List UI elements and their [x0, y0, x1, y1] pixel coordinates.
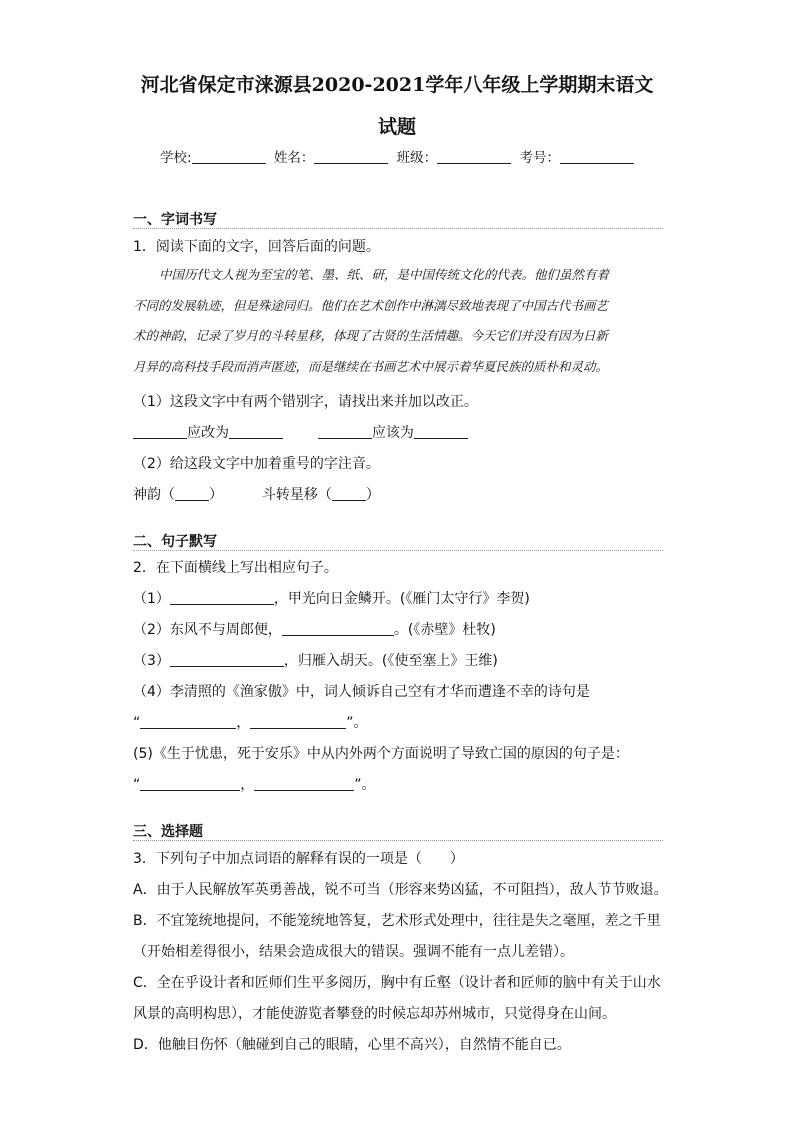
- pinyin-blank[interactable]: [175, 486, 209, 501]
- option-b-cont: （开始相差得很小，结果会造成很大的错误。强调不能有一点儿差错）。: [133, 944, 574, 960]
- pinyin-row: [133, 484, 380, 504]
- quote-mark: “: [133, 777, 141, 793]
- paren-close: ）: [365, 487, 380, 503]
- paren-close: ）: [209, 487, 223, 503]
- answer-blank[interactable]: [140, 776, 240, 791]
- exam-no-label: 考号：: [519, 150, 560, 166]
- school-label: 学校:: [160, 150, 192, 166]
- name-label: 姓名：: [273, 150, 315, 166]
- comma: ，: [236, 715, 251, 731]
- section-divider: [133, 550, 663, 551]
- option-a: A．由于人民解放军英勇善战，锐不可当（形容来势凶猛，不可阻挡），敌人节节败退。: [133, 882, 668, 898]
- change-label: 应改为: [187, 425, 229, 441]
- exam-no-blank[interactable]: [560, 149, 634, 164]
- change-label: 应该为: [371, 425, 414, 441]
- student-info-row: [160, 146, 638, 166]
- section-divider: [133, 840, 663, 841]
- comma: ，: [240, 777, 255, 793]
- option-d: D．他触目伤怀（触碰到自己的眼睛，心里不高兴），自然情不能自已。: [133, 1037, 571, 1053]
- answer-blank[interactable]: [229, 424, 283, 439]
- answer-blank[interactable]: [170, 652, 284, 667]
- section-divider: [133, 228, 663, 229]
- section-heading-3: 三、选择题: [133, 824, 203, 840]
- name-blank[interactable]: [314, 149, 388, 164]
- pinyin-blank[interactable]: [332, 486, 366, 501]
- item-text: ，归雁入胡天。(《使至塞上》王维): [283, 653, 498, 669]
- option-c-cont: 风景的高明构思），才能使游览者攀登的时候忘却苏州城市，只觉得身在山间。: [133, 1006, 616, 1022]
- passage-line: 月异的高科技手段而消声匿迹，而是继续在书画艺术中展示着华夏民族的质朴和灵动。: [133, 358, 609, 374]
- answer-blank[interactable]: [282, 621, 394, 636]
- quote-mark: ”。: [354, 777, 376, 793]
- section-heading-2: 二、句子默写: [133, 534, 217, 550]
- exam-title-line1: 河北省保定市涞源县2020-2021学年八年级上学期期末语文: [140, 74, 654, 96]
- quote-mark: “: [133, 715, 141, 731]
- poem-item-1: [133, 588, 530, 608]
- poem-item-4: （4）李清照的《渔家傲》中，词人倾诉自己空有才华而遭逢不幸的诗句是: [133, 684, 590, 700]
- item-text: ，甲光向日金鳞开。(《雁门太守行》李贺): [273, 591, 530, 607]
- question-3-stem: 3．下列句子中加点词语的解释有误的一项是（ ）: [133, 851, 464, 867]
- school-blank[interactable]: [192, 149, 266, 164]
- section-heading-1: 一、字词书写: [133, 212, 217, 228]
- class-label: 班级：: [396, 150, 438, 166]
- question-1-sub2: （2）给这段文字中加着重号的字注音。: [133, 456, 380, 472]
- passage-line: 不同的发展轨迹，但是殊途同归。他们在艺术创作中淋漓尽致地表现了中国古代书画艺: [133, 297, 609, 313]
- correction-row: [133, 422, 468, 442]
- answer-blank[interactable]: [254, 776, 354, 791]
- reading-passage: [133, 260, 663, 382]
- poem-item-5-answer: [133, 774, 376, 794]
- passage-line: 术的神韵，记录了岁月的斗转星移，体现了古贤的生活情趣。今天它们并没有因为日新: [133, 328, 609, 344]
- word-douzhuanxingyi: 斗转星移（: [261, 487, 332, 503]
- option-c: C．全在乎设计者和匠师们生平多阅历，胸中有丘壑（设计者和匠师的脑中有关于山水: [133, 975, 661, 991]
- word-shenyun: 神韵（: [133, 487, 175, 503]
- question-2-stem: 2．在下面横线上写出相应句子。: [133, 560, 338, 576]
- class-blank[interactable]: [437, 149, 511, 164]
- poem-item-2: [133, 619, 496, 639]
- question-1-stem: 1．阅读下面的文字，回答后面的问题。: [133, 239, 380, 255]
- quote-mark: ”。: [346, 715, 368, 731]
- passage-line: 中国历代文人视为至宝的笔、墨、纸、研，是中国传统文化的代表。他们虽然有着: [159, 267, 610, 282]
- poem-item-4-answer: [133, 712, 368, 732]
- question-1-sub1: （1）这段文字中有两个错别字，请找出来并加以改正。: [133, 394, 478, 410]
- answer-blank[interactable]: [318, 424, 372, 439]
- answer-blank[interactable]: [140, 714, 236, 729]
- item-number: （1）: [133, 591, 170, 607]
- answer-blank[interactable]: [170, 590, 274, 605]
- option-b: B．不宜笼统地提问，不能笼统地答复，艺术形式处理中，往往是失之毫厘，差之千里: [133, 913, 661, 929]
- poem-item-3: [133, 650, 498, 670]
- exam-title-line2: 试题: [377, 116, 416, 138]
- answer-blank[interactable]: [414, 424, 468, 439]
- item-text: （2）东风不与周郎便，: [133, 622, 282, 638]
- item-text: 。(《赤壁》杜牧): [393, 622, 496, 638]
- item-number: （3）: [133, 653, 170, 669]
- answer-blank[interactable]: [250, 714, 346, 729]
- answer-blank[interactable]: [133, 424, 187, 439]
- poem-item-5: (5)《生于忧患，死于安乐》中从内外两个方面说明了导致亡国的原因的句子是：: [133, 746, 629, 762]
